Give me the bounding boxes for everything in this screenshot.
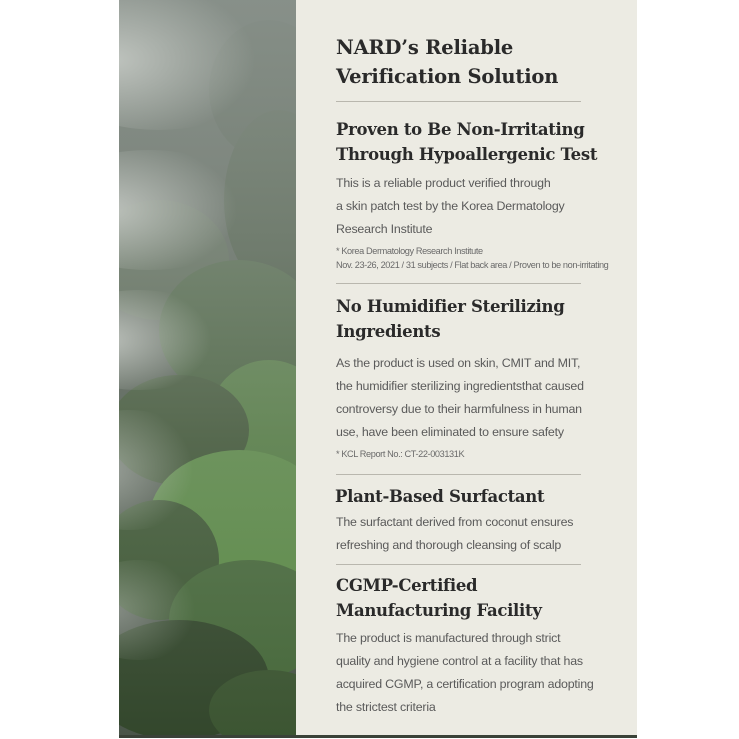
section-body-cgmp-certified: The product is manufactured through strict quality and hygiene control at a facility that has acquired CGMP, a certification program adopting the strictest criteria xyxy=(336,631,594,714)
divider xyxy=(336,283,581,284)
bottom-border xyxy=(119,735,637,738)
verification-panel xyxy=(296,0,637,736)
divider xyxy=(336,101,581,102)
section-body-no-sterilizing-ingredients: As the product is used on skin, CMIT and MIT, the humidifier sterilizing ingredientsthat caused controversy due to their harmfulness in human use, have been eliminated to ensure safety xyxy=(336,356,584,439)
misty-forest-photo xyxy=(119,0,296,736)
divider xyxy=(336,474,581,475)
page-title: NARD’s Reliable Verification Solution xyxy=(336,36,559,88)
section-title-no-sterilizing-ingredients: No Humidifier Sterilizing Ingredients xyxy=(336,297,565,341)
section-title-non-irritating: Proven to Be Non-Irritating Through Hypoallergenic Test xyxy=(336,120,598,164)
section-title-plant-based-surfactant: Plant-Based Surfactant xyxy=(335,487,545,506)
section-note-non-irritating: * Korea Dermatology Research Institute Nov. 23-26, 2021 / 31 subjects / Flat back area / Proven to be non-irritating xyxy=(336,246,609,270)
section-body-plant-based-surfactant: The surfactant derived from coconut ensures refreshing and thorough cleansing of scalp xyxy=(336,515,574,552)
section-title-cgmp-certified: CGMP-Certified Manufacturing Facility xyxy=(336,576,542,620)
section-body-non-irritating: This is a reliable product verified through a skin patch test by the Korea Dermatology Research Institute xyxy=(336,176,565,236)
forest-illustration xyxy=(119,0,296,736)
divider xyxy=(336,564,581,565)
section-note-no-sterilizing-ingredients: * KCL Report No.: CT-22-003131K xyxy=(336,449,465,459)
